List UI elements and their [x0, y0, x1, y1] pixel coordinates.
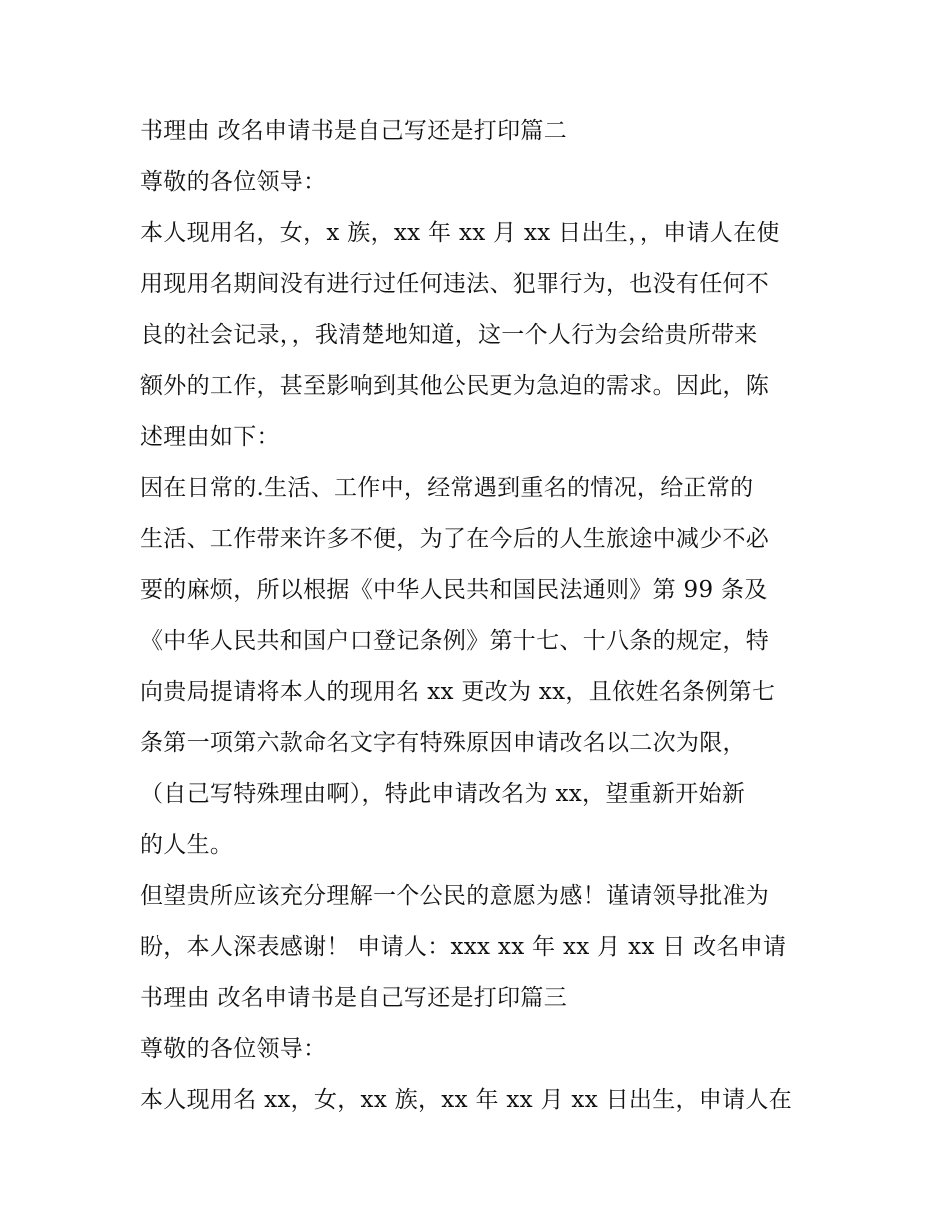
section-heading: 书理由 改名申请书是自己写还是打印篇二 — [140, 118, 568, 144]
paragraph-line: 因在日常的.生活、工作中，经常遇到重名的情况，给正常的 — [140, 475, 754, 501]
paragraph-line: 用现用名期间没有进行过任何违法、犯罪行为，也没有任何不 — [140, 271, 770, 297]
paragraph-line: 述理由如下： — [140, 424, 280, 450]
paragraph-line: 向贵局提请将本人的现用名 xx 更改为 xx，且依姓名条例第七 — [140, 679, 776, 705]
document-body — [140, 106, 820, 1126]
paragraph-line: 盼，本人深表感谢！ 申请人：xxx xx 年 xx 月 xx 日 改名申请 — [140, 934, 787, 960]
paragraph-line: 条第一项第六款命名文字有特殊原因申请改名以二次为限， — [140, 730, 746, 756]
paragraph-line: 要的麻烦，所以根据《中华人民共和国民法通则》第 99 条及 — [140, 577, 768, 603]
paragraph-line: 的人生。 — [140, 832, 234, 858]
salutation: 尊敬的各位领导： — [140, 169, 327, 195]
paragraph-line: 但望贵所应该充分理解一个公民的意愿为感！谨请领导批准为 — [140, 883, 770, 909]
paragraph-line: 本人现用名 xx，女，xx 族，xx 年 xx 月 xx 日出生，申请人在 — [140, 1087, 792, 1113]
section-heading: 书理由 改名申请书是自己写还是打印篇三 — [140, 985, 568, 1011]
paragraph-line: 生活、工作带来许多不便，为了在今后的人生旅途中减少不必 — [140, 526, 770, 552]
paragraph-line: 额外的工作，甚至影响到其他公民更为急迫的需求。因此，陈 — [140, 373, 770, 399]
salutation: 尊敬的各位领导： — [140, 1036, 327, 1062]
paragraph-line: 本人现用名，女，x 族，xx 年 xx 月 xx 日出生，，申请人在使 — [140, 220, 780, 246]
paragraph-line: 良的社会记录，，我清楚地知道，这一个人行为会给贵所带来 — [140, 322, 758, 348]
paragraph-line: （自己写特殊理由啊），特此申请改名为 xx，望重新开始新 — [140, 781, 746, 807]
paragraph-line: 《中华人民共和国户口登记条例》第十七、十八条的规定，特 — [140, 628, 770, 654]
